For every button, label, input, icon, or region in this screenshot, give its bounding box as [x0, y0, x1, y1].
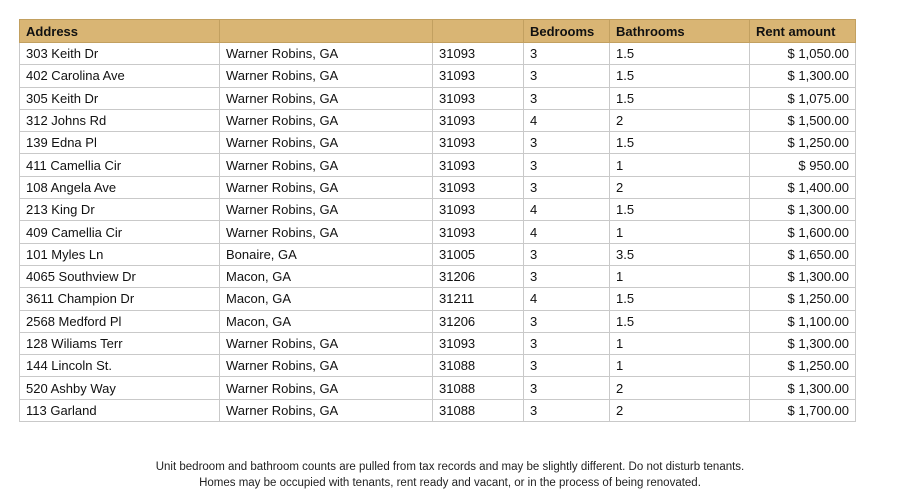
cell-zip: 31093 [433, 65, 524, 87]
cell-city: Warner Robins, GA [220, 377, 433, 399]
cell-bathrooms: 2 [610, 399, 750, 421]
header-city [220, 20, 433, 43]
cell-city: Warner Robins, GA [220, 154, 433, 176]
cell-bedrooms: 3 [524, 87, 610, 109]
cell-address: 520 Ashby Way [20, 377, 220, 399]
table-row [20, 221, 856, 243]
cell-zip: 31206 [433, 265, 524, 287]
cell-city: Macon, GA [220, 265, 433, 287]
cell-rent: $ 1,300.00 [750, 332, 856, 354]
rental-listing-table [19, 19, 856, 422]
footnote-line-1: Unit bedroom and bathroom counts are pulled from tax records and may be slightly different. Do not disturb tenants. [155, 461, 745, 473]
cell-address: 101 Myles Ln [20, 243, 220, 265]
cell-zip: 31093 [433, 109, 524, 131]
cell-rent: $ 1,700.00 [750, 399, 856, 421]
cell-bedrooms: 3 [524, 377, 610, 399]
table-row [20, 65, 856, 87]
cell-address: 409 Camellia Cir [20, 221, 220, 243]
cell-bedrooms: 3 [524, 355, 610, 377]
cell-bedrooms: 3 [524, 132, 610, 154]
table-row [20, 87, 856, 109]
cell-address: 303 Keith Dr [20, 43, 220, 65]
cell-city: Warner Robins, GA [220, 355, 433, 377]
cell-bedrooms: 3 [524, 332, 610, 354]
cell-city: Warner Robins, GA [220, 109, 433, 131]
cell-address: 139 Edna Pl [20, 132, 220, 154]
cell-address: 3611 Champion Dr [20, 288, 220, 310]
table-header [20, 20, 856, 43]
cell-address: 4065 Southview Dr [20, 265, 220, 287]
cell-bathrooms: 1 [610, 154, 750, 176]
cell-rent: $ 1,300.00 [750, 265, 856, 287]
table-row [20, 310, 856, 332]
cell-city: Warner Robins, GA [220, 87, 433, 109]
table-row [20, 288, 856, 310]
cell-bedrooms: 3 [524, 399, 610, 421]
cell-bathrooms: 1 [610, 355, 750, 377]
cell-zip: 31093 [433, 221, 524, 243]
cell-bathrooms: 1 [610, 332, 750, 354]
cell-bedrooms: 3 [524, 43, 610, 65]
cell-rent: $ 1,500.00 [750, 109, 856, 131]
table-row [20, 43, 856, 65]
cell-bathrooms: 1.5 [610, 87, 750, 109]
cell-zip: 31088 [433, 377, 524, 399]
cell-address: 108 Angela Ave [20, 176, 220, 198]
cell-bedrooms: 4 [524, 221, 610, 243]
cell-address: 213 King Dr [20, 199, 220, 221]
cell-zip: 31093 [433, 132, 524, 154]
cell-bathrooms: 2 [610, 377, 750, 399]
cell-bathrooms: 1.5 [610, 132, 750, 154]
cell-address: 128 Wiliams Terr [20, 332, 220, 354]
cell-bathrooms: 1.5 [610, 65, 750, 87]
cell-bedrooms: 3 [524, 65, 610, 87]
cell-bathrooms: 1.5 [610, 310, 750, 332]
table-row [20, 377, 856, 399]
cell-bedrooms: 3 [524, 176, 610, 198]
cell-address: 312 Johns Rd [20, 109, 220, 131]
cell-rent: $ 1,300.00 [750, 199, 856, 221]
cell-city: Bonaire, GA [220, 243, 433, 265]
cell-city: Warner Robins, GA [220, 399, 433, 421]
cell-zip: 31093 [433, 332, 524, 354]
table-row [20, 154, 856, 176]
header-row [20, 20, 856, 43]
table-row [20, 332, 856, 354]
cell-rent: $ 950.00 [750, 154, 856, 176]
cell-rent: $ 1,050.00 [750, 43, 856, 65]
cell-bedrooms: 3 [524, 243, 610, 265]
cell-bathrooms: 1 [610, 221, 750, 243]
cell-bathrooms: 1.5 [610, 43, 750, 65]
cell-rent: $ 1,400.00 [750, 176, 856, 198]
header-zip [433, 20, 524, 43]
cell-city: Warner Robins, GA [220, 43, 433, 65]
cell-bathrooms: 2 [610, 109, 750, 131]
table-row [20, 355, 856, 377]
cell-bathrooms: 1.5 [610, 199, 750, 221]
cell-bathrooms: 3.5 [610, 243, 750, 265]
cell-zip: 31088 [433, 355, 524, 377]
cell-zip: 31093 [433, 199, 524, 221]
cell-city: Macon, GA [220, 288, 433, 310]
cell-zip: 31005 [433, 243, 524, 265]
cell-rent: $ 1,300.00 [750, 65, 856, 87]
rental-listing-table-container [19, 19, 856, 422]
table-row [20, 199, 856, 221]
cell-bedrooms: 3 [524, 154, 610, 176]
cell-rent: $ 1,250.00 [750, 132, 856, 154]
cell-city: Warner Robins, GA [220, 65, 433, 87]
table-row [20, 176, 856, 198]
cell-rent: $ 1,300.00 [750, 377, 856, 399]
cell-zip: 31206 [433, 310, 524, 332]
cell-bedrooms: 3 [524, 310, 610, 332]
cell-address: 2568 Medford Pl [20, 310, 220, 332]
table-row [20, 265, 856, 287]
header-bathrooms: Bathrooms [610, 20, 750, 43]
table-row [20, 132, 856, 154]
cell-zip: 31211 [433, 288, 524, 310]
cell-address: 144 Lincoln St. [20, 355, 220, 377]
cell-city: Warner Robins, GA [220, 199, 433, 221]
cell-bedrooms: 4 [524, 199, 610, 221]
cell-rent: $ 1,600.00 [750, 221, 856, 243]
table-row [20, 243, 856, 265]
cell-rent: $ 1,250.00 [750, 288, 856, 310]
cell-zip: 31093 [433, 176, 524, 198]
cell-city: Warner Robins, GA [220, 332, 433, 354]
cell-zip: 31093 [433, 43, 524, 65]
footnote [0, 459, 900, 491]
cell-zip: 31093 [433, 154, 524, 176]
cell-address: 305 Keith Dr [20, 87, 220, 109]
cell-address: 411 Camellia Cir [20, 154, 220, 176]
cell-bedrooms: 4 [524, 288, 610, 310]
cell-bathrooms: 1.5 [610, 288, 750, 310]
cell-bedrooms: 4 [524, 109, 610, 131]
table-body [20, 43, 856, 422]
cell-rent: $ 1,650.00 [750, 243, 856, 265]
cell-city: Macon, GA [220, 310, 433, 332]
cell-rent: $ 1,250.00 [750, 355, 856, 377]
header-rent-amount: Rent amount [750, 20, 856, 43]
cell-zip: 31088 [433, 399, 524, 421]
header-bedrooms: Bedrooms [524, 20, 610, 43]
cell-bathrooms: 1 [610, 265, 750, 287]
footnote-line-2: Homes may be occupied with tenants, rent ready and vacant, or in the process of being renovated. [199, 477, 701, 489]
cell-zip: 31093 [433, 87, 524, 109]
cell-city: Warner Robins, GA [220, 221, 433, 243]
cell-address: 402 Carolina Ave [20, 65, 220, 87]
table-row [20, 109, 856, 131]
cell-address: 113 Garland [20, 399, 220, 421]
cell-city: Warner Robins, GA [220, 132, 433, 154]
cell-city: Warner Robins, GA [220, 176, 433, 198]
cell-rent: $ 1,075.00 [750, 87, 856, 109]
cell-bedrooms: 3 [524, 265, 610, 287]
cell-rent: $ 1,100.00 [750, 310, 856, 332]
cell-bathrooms: 2 [610, 176, 750, 198]
table-row [20, 399, 856, 421]
header-address: Address [20, 20, 220, 43]
